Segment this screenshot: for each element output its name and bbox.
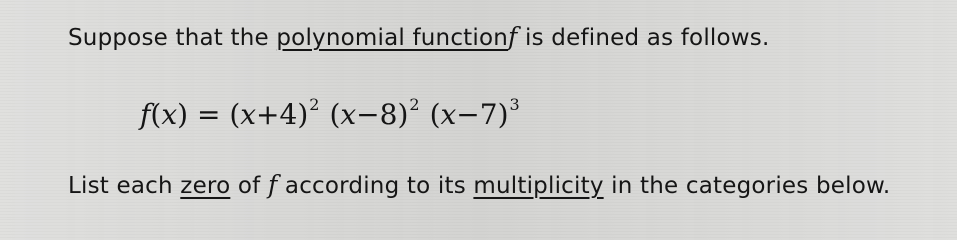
intro-text	[68, 22, 770, 51]
function-symbol-2: f	[267, 170, 278, 199]
eq-lhs-open: (	[150, 98, 162, 131]
eq-term2-rest: −8)	[356, 98, 409, 131]
eq-lhs-close: )	[177, 98, 189, 131]
eq-lhs-f: f	[140, 98, 151, 131]
function-symbol: f	[508, 22, 518, 51]
eq-term3-open: (	[429, 98, 441, 131]
eq-term1-x: x	[240, 98, 257, 131]
polynomial-equation	[140, 94, 520, 131]
intro-after: is defined as follows.	[517, 25, 770, 51]
eq-equals: =	[188, 98, 230, 131]
eq-term1-open: (	[229, 98, 241, 131]
eq-term1-rest: +4)	[256, 98, 309, 131]
polynomial-function-link[interactable]: polynomial function	[276, 25, 509, 51]
list-mid: of	[230, 173, 268, 199]
zero-link[interactable]: zero	[180, 173, 231, 199]
eq-term2-open: (	[329, 98, 341, 131]
list-after: in the categories below.	[603, 173, 891, 199]
list-mid2: according to its	[277, 173, 474, 199]
eq-term3-exponent: 3	[509, 94, 520, 114]
list-before: List each	[68, 173, 181, 199]
eq-term2-x: x	[340, 98, 357, 131]
eq-lhs-x: x	[161, 98, 178, 131]
eq-term1-exponent: 2	[309, 94, 320, 114]
eq-term3-rest: −7)	[456, 98, 509, 131]
eq-term2-exponent: 2	[409, 94, 420, 114]
multiplicity-link[interactable]: multiplicity	[473, 173, 604, 199]
instruction-text	[68, 170, 890, 199]
intro-before: Suppose that the	[68, 25, 277, 51]
eq-term3-x: x	[440, 98, 457, 131]
